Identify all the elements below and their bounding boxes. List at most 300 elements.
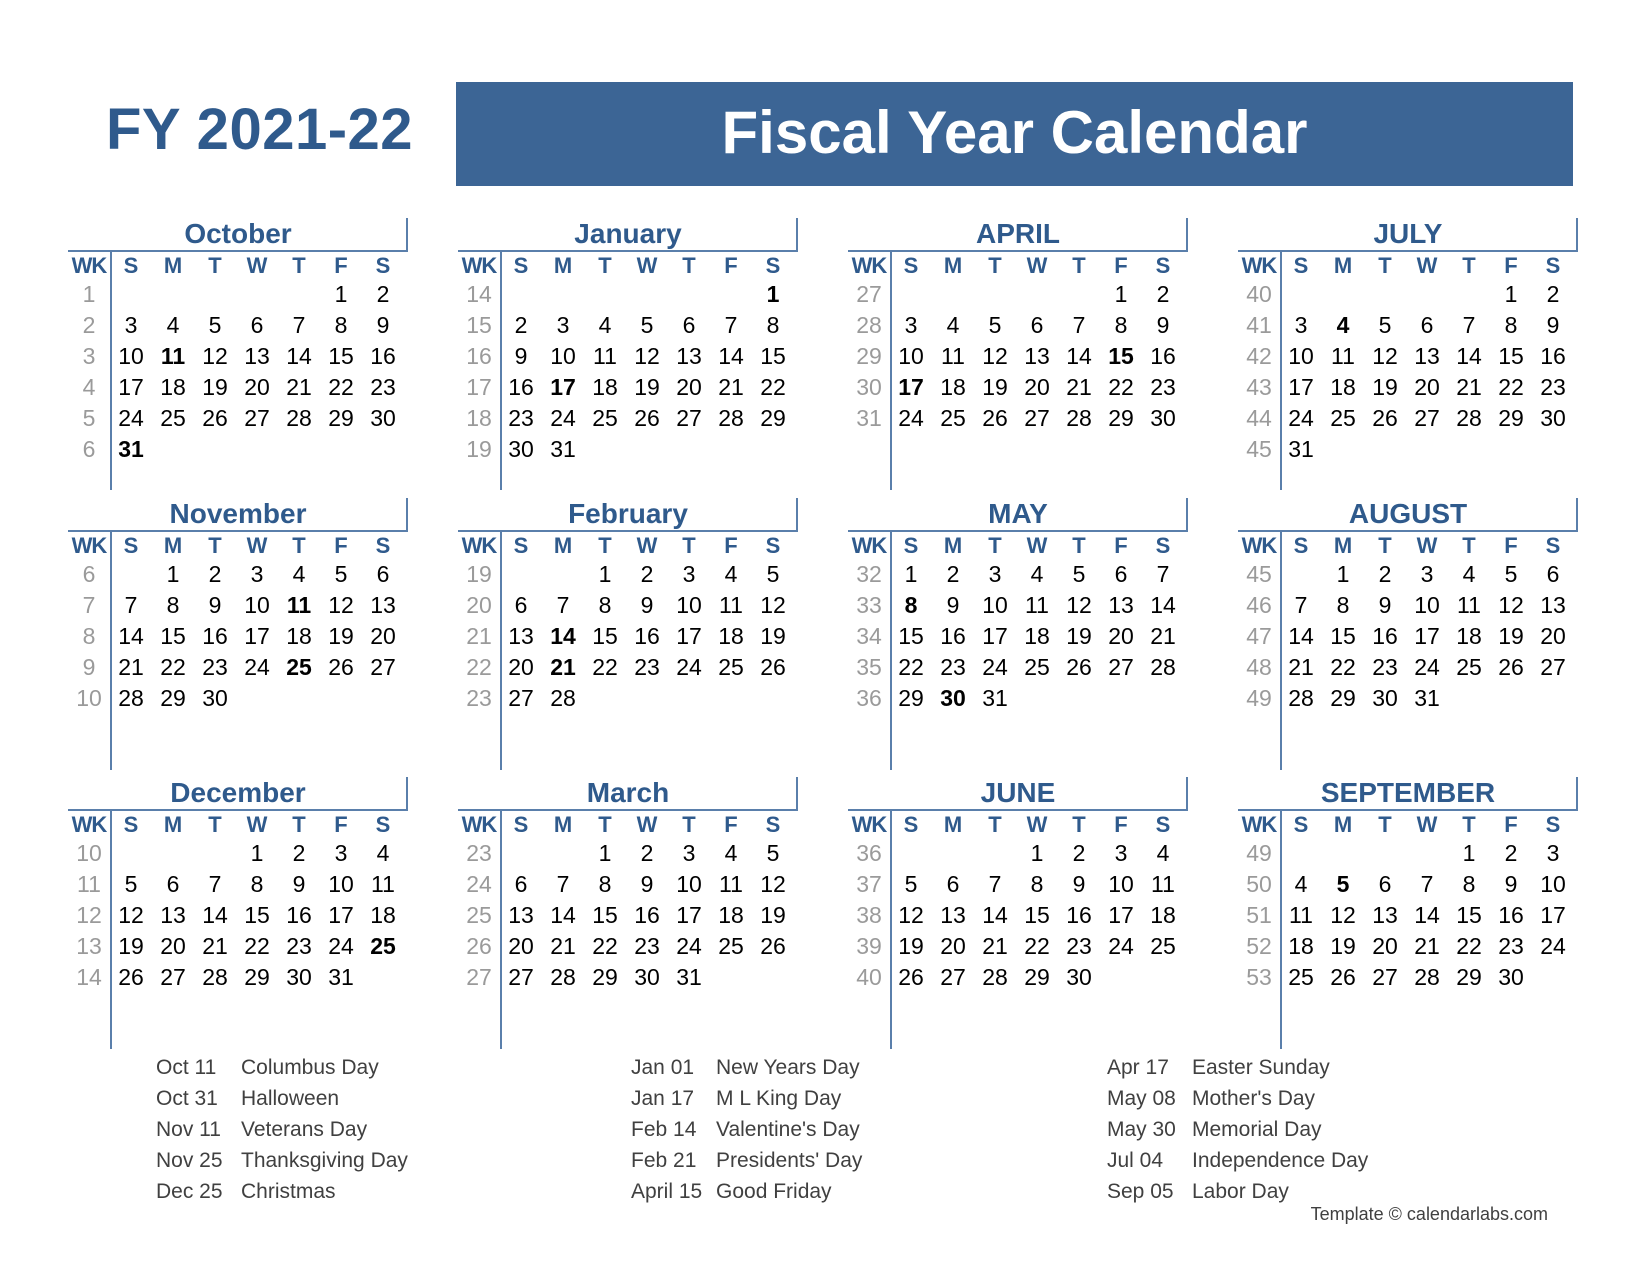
weekday-header: W bbox=[636, 533, 658, 558]
date-cell: 28 bbox=[1150, 654, 1176, 680]
weekday-header: S bbox=[513, 533, 529, 558]
date-cell: 31 bbox=[328, 964, 354, 990]
holiday-date: April 15 bbox=[631, 1180, 703, 1203]
date-cell: 15 bbox=[1498, 343, 1524, 369]
holiday-date-cell: 11 bbox=[286, 592, 312, 618]
date-cell: 22 bbox=[1108, 374, 1134, 400]
date-cell: 9 bbox=[208, 592, 222, 618]
date-cell: 27 bbox=[1372, 964, 1398, 990]
date-cell: 5 bbox=[1072, 561, 1086, 587]
date-cell: 28 bbox=[550, 685, 576, 711]
week-number-header: WK bbox=[461, 253, 497, 278]
weekday-header: W bbox=[636, 812, 658, 837]
month-name: JULY bbox=[1373, 218, 1443, 249]
holiday-name: Independence Day bbox=[1192, 1149, 1369, 1172]
date-cell: 22 bbox=[760, 374, 786, 400]
date-cell: 6 bbox=[250, 312, 264, 338]
week-number: 1 bbox=[82, 281, 96, 307]
week-number: 49 bbox=[1246, 685, 1272, 711]
week-number: 36 bbox=[856, 840, 882, 866]
date-cell: 12 bbox=[760, 592, 786, 618]
weekday-header: T bbox=[292, 812, 306, 837]
date-cell: 14 bbox=[118, 623, 144, 649]
week-number: 45 bbox=[1246, 436, 1272, 462]
date-cell: 21 bbox=[982, 933, 1008, 959]
weekday-header: W bbox=[1416, 812, 1438, 837]
month-name: January bbox=[574, 218, 682, 249]
week-number: 31 bbox=[856, 405, 882, 431]
date-cell: 20 bbox=[1414, 374, 1440, 400]
date-cell: 16 bbox=[1372, 623, 1398, 649]
month-name: AUGUST bbox=[1348, 498, 1468, 529]
holiday-list-2 bbox=[631, 1052, 862, 1207]
date-cell: 14 bbox=[1150, 592, 1176, 618]
date-cell: 25 bbox=[718, 933, 744, 959]
date-cell: 9 bbox=[292, 871, 306, 897]
week-number: 21 bbox=[466, 623, 492, 649]
date-cell: 30 bbox=[634, 964, 660, 990]
month-name: March bbox=[586, 777, 670, 808]
week-column-rule bbox=[890, 811, 892, 1049]
holiday-row bbox=[1107, 1052, 1368, 1083]
weekday-header: W bbox=[246, 253, 268, 278]
date-cell: 18 bbox=[1330, 374, 1356, 400]
date-cell: 8 bbox=[166, 592, 180, 618]
date-cell: 3 bbox=[334, 840, 348, 866]
date-cell: 2 bbox=[640, 561, 654, 587]
date-cell: 22 bbox=[1330, 654, 1356, 680]
date-cell: 6 bbox=[514, 592, 528, 618]
date-cell: 10 bbox=[244, 592, 270, 618]
weekday-header: T bbox=[292, 533, 306, 558]
date-cell: 6 bbox=[1378, 871, 1392, 897]
holiday-name: Presidents' Day bbox=[716, 1149, 863, 1172]
date-cell: 7 bbox=[1156, 561, 1170, 587]
date-cell: 1 bbox=[904, 561, 918, 587]
date-cell: 14 bbox=[1288, 623, 1314, 649]
date-cell: 1 bbox=[1462, 840, 1476, 866]
date-cell: 8 bbox=[598, 592, 612, 618]
date-cell: 14 bbox=[718, 343, 744, 369]
weekday-header: S bbox=[765, 533, 781, 558]
date-cell: 24 bbox=[244, 654, 270, 680]
holiday-row bbox=[1107, 1145, 1368, 1176]
week-number: 39 bbox=[856, 933, 882, 959]
date-cell: 24 bbox=[328, 933, 354, 959]
date-cell: 21 bbox=[1414, 933, 1440, 959]
month-underline bbox=[1238, 530, 1578, 532]
week-column-rule bbox=[110, 532, 112, 770]
fiscal-year-label: FY 2021-22 bbox=[106, 97, 414, 162]
weekday-header: S bbox=[375, 812, 391, 837]
weekday-header: S bbox=[903, 533, 919, 558]
weekday-header: S bbox=[1155, 533, 1171, 558]
week-number: 11 bbox=[77, 871, 101, 897]
holiday-name: Valentine's Day bbox=[716, 1118, 860, 1141]
date-cell: 9 bbox=[514, 343, 528, 369]
date-cell: 16 bbox=[370, 343, 396, 369]
date-cell: 24 bbox=[118, 405, 144, 431]
date-cell: 12 bbox=[118, 902, 144, 928]
weekday-header: S bbox=[765, 812, 781, 837]
month-name: November bbox=[169, 498, 307, 529]
weekday-header: F bbox=[334, 533, 348, 558]
date-cell: 12 bbox=[760, 871, 786, 897]
date-cell: 14 bbox=[550, 902, 576, 928]
date-cell: 5 bbox=[1378, 312, 1392, 338]
date-cell: 27 bbox=[160, 964, 186, 990]
month-september bbox=[1238, 777, 1578, 1047]
date-cell: 16 bbox=[634, 902, 660, 928]
date-cell: 16 bbox=[1498, 902, 1524, 928]
weekday-header: F bbox=[1114, 533, 1128, 558]
weekday-header: S bbox=[1293, 253, 1309, 278]
date-cell: 29 bbox=[592, 964, 618, 990]
holiday-row bbox=[156, 1176, 408, 1207]
date-cell: 20 bbox=[676, 374, 702, 400]
date-cell: 27 bbox=[370, 654, 396, 680]
holiday-name: M L King Day bbox=[716, 1087, 842, 1110]
month-march bbox=[458, 777, 798, 1047]
date-cell: 22 bbox=[160, 654, 186, 680]
weekday-header: T bbox=[1462, 253, 1476, 278]
date-cell: 13 bbox=[940, 902, 966, 928]
week-number: 46 bbox=[1246, 592, 1272, 618]
week-number: 43 bbox=[1246, 374, 1272, 400]
date-cell: 15 bbox=[244, 902, 270, 928]
date-cell: 5 bbox=[766, 561, 780, 587]
weekday-header: M bbox=[163, 812, 183, 837]
month-october bbox=[68, 218, 408, 488]
date-cell: 4 bbox=[724, 840, 738, 866]
date-cell: 10 bbox=[676, 592, 702, 618]
date-cell: 3 bbox=[1546, 840, 1560, 866]
week-number-header: WK bbox=[851, 253, 887, 278]
date-cell: 12 bbox=[982, 343, 1008, 369]
date-cell: 26 bbox=[1066, 654, 1092, 680]
date-cell: 7 bbox=[1420, 871, 1434, 897]
date-cell: 23 bbox=[286, 933, 312, 959]
month-january bbox=[458, 218, 798, 488]
weekday-header: W bbox=[246, 533, 268, 558]
date-cell: 26 bbox=[328, 654, 354, 680]
date-cell: 11 bbox=[719, 871, 743, 897]
weekday-header: M bbox=[943, 533, 963, 558]
holiday-date: Sep 05 bbox=[1107, 1180, 1174, 1203]
date-cell: 15 bbox=[898, 623, 924, 649]
date-cell: 8 bbox=[766, 312, 780, 338]
date-cell: 1 bbox=[1114, 281, 1128, 307]
date-cell: 8 bbox=[1030, 871, 1044, 897]
date-cell: 8 bbox=[1114, 312, 1128, 338]
date-cell: 25 bbox=[1288, 964, 1314, 990]
date-cell: 20 bbox=[244, 374, 270, 400]
date-cell: 17 bbox=[676, 623, 702, 649]
date-cell: 7 bbox=[1462, 312, 1476, 338]
date-cell: 21 bbox=[202, 933, 228, 959]
month-corner-rule bbox=[406, 498, 408, 531]
date-cell: 26 bbox=[982, 405, 1008, 431]
date-cell: 18 bbox=[592, 374, 618, 400]
date-cell: 22 bbox=[898, 654, 924, 680]
date-cell: 25 bbox=[718, 654, 744, 680]
weekday-header: S bbox=[1155, 253, 1171, 278]
holiday-row bbox=[1107, 1114, 1368, 1145]
date-cell: 27 bbox=[1024, 405, 1050, 431]
date-cell: 2 bbox=[376, 281, 390, 307]
weekday-header: S bbox=[123, 812, 139, 837]
date-cell: 28 bbox=[202, 964, 228, 990]
date-cell: 27 bbox=[1540, 654, 1566, 680]
date-cell: 14 bbox=[286, 343, 312, 369]
date-cell: 12 bbox=[1498, 592, 1524, 618]
holiday-name: Mother's Day bbox=[1192, 1087, 1316, 1110]
month-name: JUNE bbox=[980, 777, 1056, 808]
holiday-date-cell: 17 bbox=[898, 374, 924, 400]
month-corner-rule bbox=[1186, 498, 1188, 531]
date-cell: 10 bbox=[982, 592, 1008, 618]
week-number: 16 bbox=[466, 343, 492, 369]
date-cell: 13 bbox=[508, 902, 534, 928]
date-cell: 6 bbox=[1030, 312, 1044, 338]
date-cell: 23 bbox=[1150, 374, 1176, 400]
date-cell: 8 bbox=[1504, 312, 1518, 338]
date-cell: 29 bbox=[244, 964, 270, 990]
date-cell: 27 bbox=[1108, 654, 1134, 680]
date-cell: 28 bbox=[718, 405, 744, 431]
date-cell: 24 bbox=[1540, 933, 1566, 959]
date-cell: 28 bbox=[550, 964, 576, 990]
date-cell: 5 bbox=[904, 871, 918, 897]
date-cell: 14 bbox=[1414, 902, 1440, 928]
date-cell: 20 bbox=[1372, 933, 1398, 959]
week-number: 27 bbox=[856, 281, 882, 307]
date-cell: 6 bbox=[166, 871, 180, 897]
date-cell: 7 bbox=[988, 871, 1002, 897]
week-number: 6 bbox=[82, 561, 96, 587]
holiday-list-1 bbox=[156, 1052, 408, 1207]
date-cell: 17 bbox=[1108, 902, 1134, 928]
month-underline bbox=[848, 250, 1188, 252]
date-cell: 7 bbox=[124, 592, 138, 618]
weekday-header: W bbox=[636, 253, 658, 278]
weekday-header: T bbox=[1378, 253, 1392, 278]
week-number: 6 bbox=[82, 436, 96, 462]
date-cell: 8 bbox=[334, 312, 348, 338]
month-underline bbox=[1238, 250, 1578, 252]
month-corner-rule bbox=[796, 218, 798, 251]
date-cell: 6 bbox=[514, 871, 528, 897]
week-number: 40 bbox=[1246, 281, 1272, 307]
date-cell: 15 bbox=[1330, 623, 1356, 649]
date-cell: 20 bbox=[1540, 623, 1566, 649]
holiday-date-cell: 25 bbox=[286, 654, 312, 680]
weekday-header: S bbox=[1293, 533, 1309, 558]
date-cell: 19 bbox=[1498, 623, 1524, 649]
weekday-header: T bbox=[1378, 812, 1392, 837]
date-cell: 18 bbox=[1150, 902, 1176, 928]
date-cell: 2 bbox=[640, 840, 654, 866]
date-cell: 1 bbox=[1504, 281, 1518, 307]
date-cell: 19 bbox=[202, 374, 228, 400]
date-cell: 12 bbox=[1066, 592, 1092, 618]
month-corner-rule bbox=[1576, 218, 1578, 251]
weekday-header: S bbox=[1545, 253, 1561, 278]
date-cell: 16 bbox=[508, 374, 534, 400]
template-credit: Template © calendarlabs.com bbox=[1310, 1204, 1548, 1224]
date-cell: 23 bbox=[202, 654, 228, 680]
date-cell: 24 bbox=[898, 405, 924, 431]
holiday-date-cell: 11 bbox=[160, 343, 186, 369]
week-number-header: WK bbox=[71, 533, 107, 558]
week-number-header: WK bbox=[461, 812, 497, 837]
date-cell: 29 bbox=[1330, 685, 1356, 711]
date-cell: 19 bbox=[898, 933, 924, 959]
date-cell: 5 bbox=[1504, 561, 1518, 587]
date-cell: 7 bbox=[1072, 312, 1086, 338]
week-number: 13 bbox=[76, 933, 102, 959]
date-cell: 21 bbox=[286, 374, 312, 400]
date-cell: 2 bbox=[946, 561, 960, 587]
date-cell: 23 bbox=[1540, 374, 1566, 400]
week-number-header: WK bbox=[851, 812, 887, 837]
date-cell: 4 bbox=[376, 840, 390, 866]
holiday-name: Veterans Day bbox=[241, 1118, 368, 1141]
month-corner-rule bbox=[1576, 777, 1578, 810]
week-number: 20 bbox=[466, 592, 492, 618]
week-number: 23 bbox=[466, 685, 492, 711]
date-cell: 9 bbox=[1072, 871, 1086, 897]
date-cell: 1 bbox=[250, 840, 264, 866]
holiday-row bbox=[1107, 1176, 1368, 1207]
weekday-header: T bbox=[598, 253, 612, 278]
date-cell: 17 bbox=[244, 623, 270, 649]
weekday-header: S bbox=[903, 253, 919, 278]
date-cell: 12 bbox=[1372, 343, 1398, 369]
month-underline bbox=[458, 530, 798, 532]
date-cell: 29 bbox=[1498, 405, 1524, 431]
month-underline bbox=[848, 530, 1188, 532]
holiday-date: Oct 11 bbox=[156, 1056, 217, 1079]
date-cell: 22 bbox=[328, 374, 354, 400]
holiday-date-cell: 21 bbox=[550, 654, 576, 680]
month-underline bbox=[68, 530, 408, 532]
holiday-date-cell: 17 bbox=[550, 374, 576, 400]
weekday-header: M bbox=[553, 812, 573, 837]
holiday-date: Jan 17 bbox=[631, 1087, 695, 1110]
date-cell: 20 bbox=[160, 933, 186, 959]
week-number: 53 bbox=[1246, 964, 1272, 990]
date-cell: 10 bbox=[1414, 592, 1440, 618]
date-cell: 18 bbox=[718, 902, 744, 928]
date-cell: 30 bbox=[1066, 964, 1092, 990]
date-cell: 29 bbox=[328, 405, 354, 431]
month-name: February bbox=[568, 498, 688, 529]
holiday-row bbox=[1107, 1083, 1368, 1114]
weekday-header: T bbox=[1072, 812, 1086, 837]
week-number: 30 bbox=[856, 374, 882, 400]
date-cell: 3 bbox=[1420, 561, 1434, 587]
month-name: December bbox=[170, 777, 306, 808]
weekday-header: S bbox=[1155, 812, 1171, 837]
date-cell: 13 bbox=[1414, 343, 1440, 369]
date-cell: 18 bbox=[940, 374, 966, 400]
weekday-header: M bbox=[943, 812, 963, 837]
month-name: October bbox=[184, 218, 292, 249]
date-cell: 16 bbox=[286, 902, 312, 928]
date-cell: 2 bbox=[208, 561, 222, 587]
week-number: 18 bbox=[466, 405, 492, 431]
weekday-header: T bbox=[598, 812, 612, 837]
date-cell: 15 bbox=[160, 623, 186, 649]
date-cell: 7 bbox=[556, 592, 570, 618]
date-cell: 26 bbox=[202, 405, 228, 431]
month-corner-rule bbox=[796, 498, 798, 531]
week-number: 40 bbox=[856, 964, 882, 990]
weekday-header: S bbox=[375, 533, 391, 558]
date-cell: 11 bbox=[719, 592, 743, 618]
week-number: 10 bbox=[76, 840, 102, 866]
weekday-header: F bbox=[724, 533, 738, 558]
date-cell: 20 bbox=[1108, 623, 1134, 649]
date-cell: 16 bbox=[940, 623, 966, 649]
week-number: 35 bbox=[856, 654, 882, 680]
date-cell: 16 bbox=[1066, 902, 1092, 928]
date-cell: 24 bbox=[1288, 405, 1314, 431]
banner-title: Fiscal Year Calendar bbox=[721, 99, 1308, 166]
weekday-header: T bbox=[1462, 812, 1476, 837]
week-number: 32 bbox=[856, 561, 882, 587]
date-cell: 19 bbox=[760, 902, 786, 928]
date-cell: 8 bbox=[1336, 592, 1350, 618]
date-cell: 4 bbox=[946, 312, 960, 338]
date-cell: 4 bbox=[598, 312, 612, 338]
date-cell: 24 bbox=[982, 654, 1008, 680]
date-cell: 18 bbox=[1288, 933, 1314, 959]
date-cell: 24 bbox=[1108, 933, 1134, 959]
holiday-date-cell: 5 bbox=[1336, 871, 1350, 897]
date-cell: 2 bbox=[1504, 840, 1518, 866]
week-number: 3 bbox=[82, 343, 96, 369]
weekday-header: T bbox=[208, 253, 222, 278]
date-cell: 19 bbox=[982, 374, 1008, 400]
date-cell: 7 bbox=[292, 312, 306, 338]
weekday-header: W bbox=[246, 812, 268, 837]
holiday-date-cell: 4 bbox=[1336, 312, 1350, 338]
date-cell: 26 bbox=[760, 654, 786, 680]
date-cell: 30 bbox=[370, 405, 396, 431]
date-cell: 10 bbox=[676, 871, 702, 897]
date-cell: 3 bbox=[1114, 840, 1128, 866]
week-column-rule bbox=[1280, 532, 1282, 770]
weekday-header: T bbox=[1072, 533, 1086, 558]
weekday-header: T bbox=[682, 253, 696, 278]
date-cell: 9 bbox=[946, 592, 960, 618]
date-cell: 23 bbox=[1498, 933, 1524, 959]
week-number-header: WK bbox=[1241, 812, 1277, 837]
week-number: 17 bbox=[466, 374, 492, 400]
week-number: 15 bbox=[466, 312, 492, 338]
date-cell: 3 bbox=[682, 840, 696, 866]
month-december bbox=[68, 777, 408, 1047]
date-cell: 29 bbox=[160, 685, 186, 711]
date-cell: 27 bbox=[508, 685, 534, 711]
holiday-row bbox=[631, 1145, 862, 1176]
holiday-date: Jan 01 bbox=[631, 1056, 695, 1079]
month-july bbox=[1238, 218, 1578, 488]
holiday-name: Easter Sunday bbox=[1192, 1056, 1330, 1079]
date-cell: 29 bbox=[898, 685, 924, 711]
